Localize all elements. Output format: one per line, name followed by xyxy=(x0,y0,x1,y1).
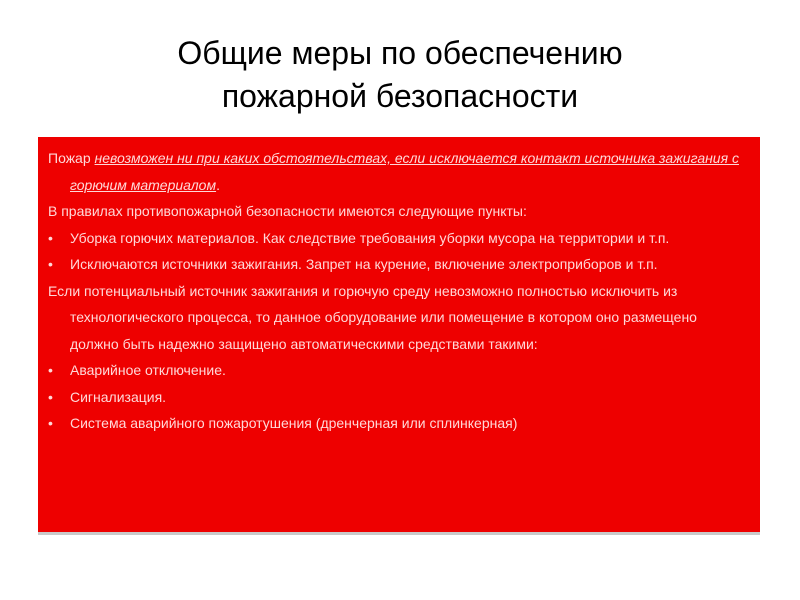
intro-paragraph xyxy=(48,145,748,198)
bullet-icon: • xyxy=(48,229,53,246)
intro-suffix: . xyxy=(216,176,220,193)
list-item xyxy=(48,357,748,384)
intro-emphasis: невозможен ни при каких обстоятельствах, если исключается контакт источника зажигания с горючим материалом xyxy=(70,150,739,193)
measure-text: Система аварийного пожаротушения (дренчерная или сплинкерная) xyxy=(70,415,518,431)
slide-title xyxy=(80,32,720,118)
bullet-icon: • xyxy=(48,256,53,272)
list-item xyxy=(48,251,748,278)
bullet-icon: • xyxy=(48,388,53,405)
list-item xyxy=(48,384,748,411)
list-item xyxy=(48,410,748,437)
rules-intro: В правилах противопожарной безопасности имеются следующие пункты: xyxy=(48,203,527,219)
bullet-icon: • xyxy=(48,415,53,431)
rule-text: Исключаются источники зажигания. Запрет на курение, включение электроприборов и т.п. xyxy=(70,256,658,272)
title-line-2: пожарной безопасности xyxy=(221,78,579,114)
bullet-icon: • xyxy=(48,362,53,378)
measure-text: Сигнализация. xyxy=(70,388,167,405)
intro-prefix: Пожар xyxy=(48,150,95,166)
content-box xyxy=(38,137,760,535)
measure-text: Аварийное отключение. xyxy=(70,362,226,378)
protection-paragraph: Если потенциальный источник зажигания и горючую среду невозможно полностью исключить из технологического процесса, то данное оборудование или помещение в котором оно размещено должно быть надежно защищено автоматическими средствами такими: xyxy=(48,282,697,352)
list-item xyxy=(48,225,748,252)
title-line-1: Общие меры по обеспечению xyxy=(177,35,623,71)
rule-text: Уборка горючих материалов. Как следствие требования уборки мусора на территории и т.п. xyxy=(70,229,670,246)
